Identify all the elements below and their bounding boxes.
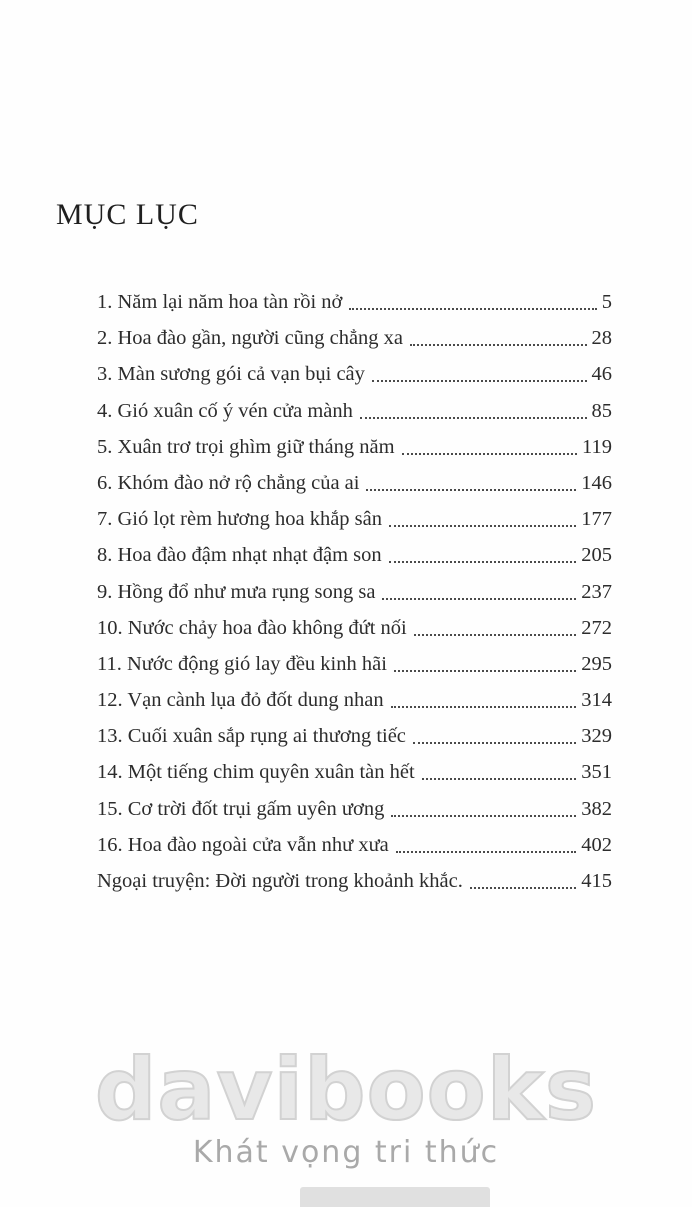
toc-dotted-leader (414, 634, 576, 636)
toc-entry-page: 205 (581, 544, 612, 567)
toc-entry (97, 869, 612, 894)
toc-dotted-leader (366, 489, 576, 491)
toc-entry-page: 177 (581, 508, 612, 531)
toc-entry (97, 688, 612, 713)
toc-entry-page: 295 (581, 652, 612, 675)
toc-entry (97, 326, 612, 351)
toc-list (97, 290, 612, 894)
toc-entry-page: 46 (591, 363, 612, 386)
toc-entry-label: 12. Vạn cành lụa đỏ đốt dung nhan (97, 689, 384, 712)
toc-dotted-leader (402, 453, 577, 455)
toc-entry-label: 5. Xuân trơ trọi ghìm giữ tháng năm (97, 435, 395, 458)
watermark-bar (300, 1187, 490, 1207)
toc-entry-label: 1. Năm lại năm hoa tàn rồi nở (97, 291, 343, 313)
toc-dotted-leader (391, 706, 577, 708)
toc-entry-label: 6. Khóm đào nở rộ chẳng của ai (97, 471, 360, 494)
toc-entry-label: 9. Hồng đổ như mưa rụng song sa (97, 580, 376, 603)
toc-entry-label: 16. Hoa đào ngoài cửa vẫn như xưa (97, 833, 389, 856)
watermark-brand: davibooks (94, 1040, 598, 1140)
watermark (0, 1040, 692, 1207)
toc-entry (97, 616, 612, 641)
toc-entry-label: 14. Một tiếng chim quyên xuân tàn hết (97, 761, 415, 784)
toc-entry-page: 28 (591, 327, 612, 350)
toc-entry-page: 146 (581, 471, 612, 494)
toc-entry (97, 580, 612, 605)
toc-entry-page: 85 (591, 399, 612, 422)
toc-entry-page: 237 (581, 580, 612, 603)
toc-dotted-leader (391, 815, 576, 817)
toc-dotted-leader (389, 525, 576, 527)
toc-entry-page: 119 (582, 435, 612, 458)
toc-entry-label: Ngoại truyện: Đời người trong khoảnh khắc. (97, 870, 463, 892)
toc-entry-label: 7. Gió lọt rèm hương hoa khắp sân (97, 508, 382, 531)
toc-entry-page: 351 (581, 761, 612, 784)
toc-title: MỤC LỤC (56, 198, 199, 231)
toc-entry-page: 329 (581, 725, 612, 748)
toc-dotted-leader (422, 778, 577, 780)
watermark-tagline: Khát vọng tri thức (192, 1135, 500, 1170)
toc-entry-page: 382 (581, 797, 612, 820)
toc-dotted-leader (372, 380, 587, 382)
toc-entry-label: 3. Màn sương gói cả vạn bụi cây (97, 363, 365, 386)
toc-entry-label: 15. Cơ trời đốt trụi gấm uyên ương (97, 797, 385, 820)
toc-entry (97, 833, 612, 858)
toc-dotted-leader (389, 561, 577, 563)
toc-dotted-leader (410, 344, 586, 346)
toc-dotted-leader (396, 851, 576, 853)
toc-dotted-leader (349, 308, 596, 310)
toc-entry-page: 402 (581, 833, 612, 856)
toc-entry-page: 415 (581, 870, 612, 892)
toc-entry (97, 797, 612, 822)
toc-entry (97, 760, 612, 785)
toc-entry-label: 13. Cuối xuân sắp rụng ai thương tiếc (97, 725, 406, 748)
toc-entry (97, 399, 612, 424)
toc-entry-label: 2. Hoa đào gần, người cũng chẳng xa (97, 327, 404, 350)
toc-entry (97, 290, 612, 315)
toc-dotted-leader (394, 670, 576, 672)
toc-entry (97, 652, 612, 677)
toc-dotted-leader (360, 417, 587, 419)
toc-entry-page: 314 (581, 689, 612, 712)
toc-entry-label: 4. Gió xuân cố ý vén cửa mành (97, 399, 353, 422)
toc-entry-label: 8. Hoa đào đậm nhạt nhạt đậm son (97, 544, 382, 567)
toc-entry-page: 272 (581, 616, 612, 639)
toc-entry (97, 471, 612, 496)
toc-entry (97, 543, 612, 568)
toc-entry-page: 5 (601, 291, 612, 313)
toc-dotted-leader (470, 887, 576, 889)
toc-entry (97, 507, 612, 532)
toc-entry (97, 362, 612, 387)
toc-entry-label: 10. Nước chảy hoa đào không đứt nối (97, 616, 407, 639)
toc-dotted-leader (382, 598, 576, 600)
toc-dotted-leader (413, 742, 576, 744)
toc-entry (97, 724, 612, 749)
toc-entry (97, 435, 612, 460)
toc-entry-label: 11. Nước động gió lay đều kinh hãi (97, 652, 387, 675)
